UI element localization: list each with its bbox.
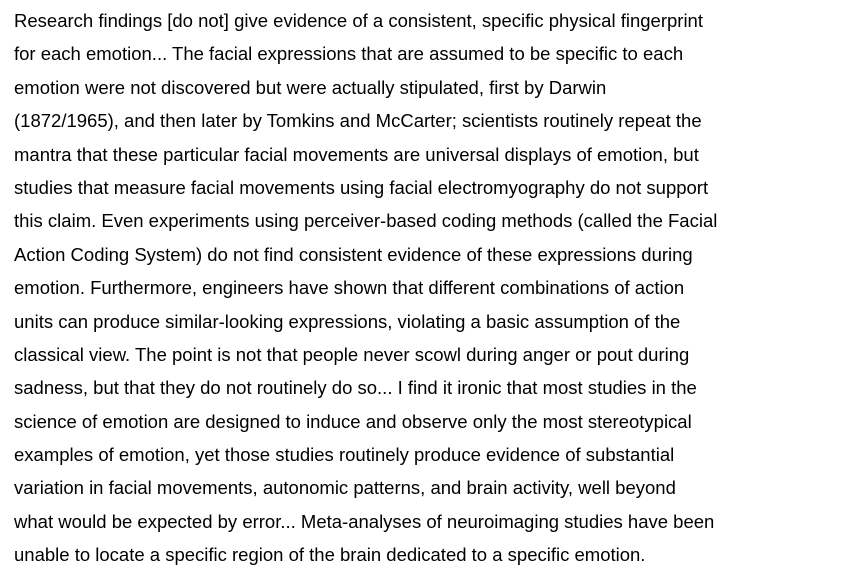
- text-line: unable to locate a specific region of the brain dedicated to a specific emotion.: [14, 544, 646, 566]
- text-line: studies that measure facial movements using facial electromyography do not support: [14, 176, 709, 198]
- text-line: (1872/1965), and then later by Tomkins and McCarter; scientists routinely repeat the: [14, 110, 702, 132]
- text-line: for each emotion... The facial expressions that are assumed to be specific to each: [14, 43, 684, 65]
- text-line: what would be expected by error... Meta-analyses of neuroimaging studies have been: [14, 510, 715, 532]
- text-line: mantra that these particular facial movements are universal displays of emotion, but: [14, 143, 699, 165]
- text-line: emotion. Furthermore, engineers have shown that different combinations of action: [14, 277, 685, 299]
- text-line: science of emotion are designed to induce and observe only the most stereotypical: [14, 410, 692, 432]
- text-line: Research findings [do not] give evidence of a consistent, specific physical fingerprint: [14, 10, 703, 31]
- text-line: sadness, but that they do not routinely do so... I find it ironic that most studies in the: [14, 377, 697, 399]
- text-line: classical view. The point is not that people never scowl during anger or pout during: [14, 343, 690, 365]
- text-line: this claim. Even experiments using perceiver-based coding methods (called the Facial: [14, 210, 718, 232]
- text-line: variation in facial movements, autonomic patterns, and brain activity, well beyond: [14, 477, 676, 499]
- text-line: Action Coding System) do not find consistent evidence of these expressions during: [14, 243, 693, 265]
- quote-paragraph: [14, 4, 848, 571]
- text-line: emotion were not discovered but were actually stipulated, first by Darwin: [14, 76, 607, 98]
- text-line: units can produce similar-looking expressions, violating a basic assumption of the: [14, 310, 681, 332]
- text-line: examples of emotion, yet those studies routinely produce evidence of substantial: [14, 444, 675, 466]
